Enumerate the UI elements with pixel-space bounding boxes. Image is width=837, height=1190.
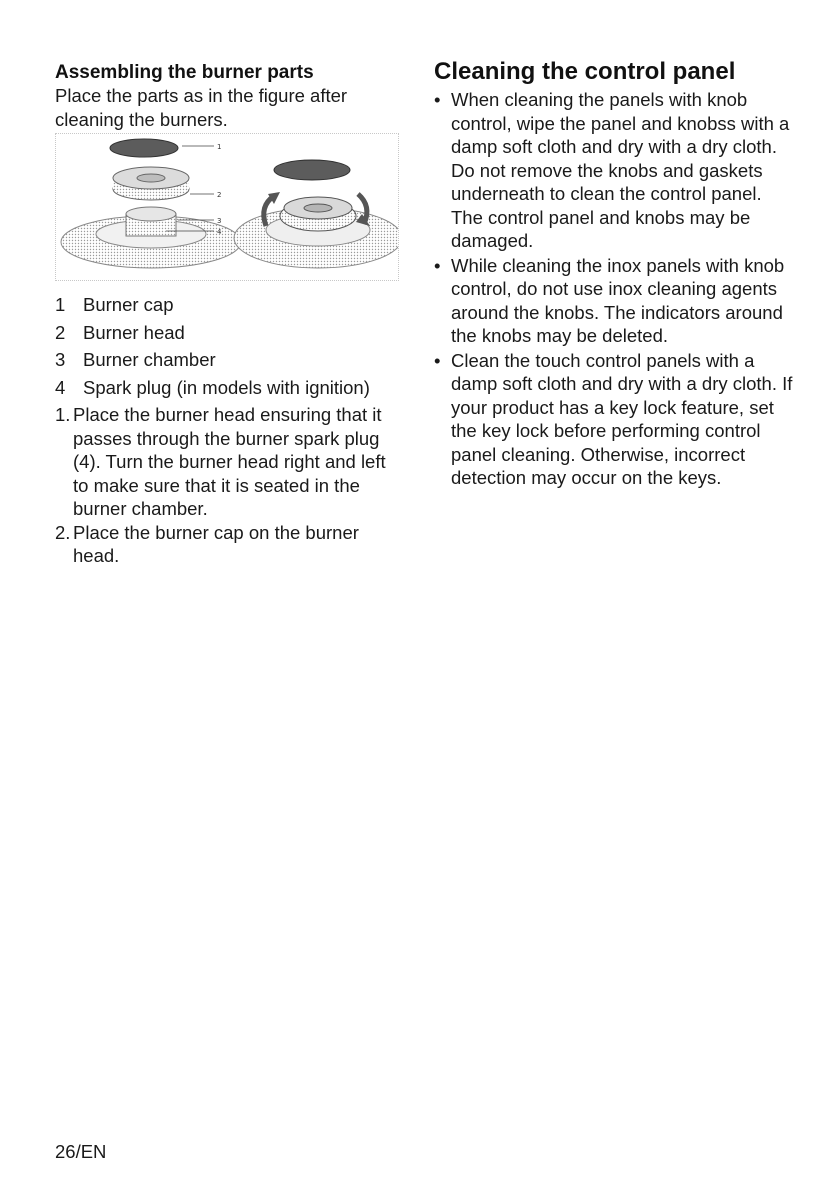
step-text: Place the burner head ensuring that it passes through the burner spark plug (4). Turn the burner head right and left to make sure that it is seated in the burner chamber. [73, 404, 386, 519]
step-number: 1. [55, 404, 71, 425]
bullet-text: Clean the touch control panels with a damp soft cloth and dry with a dry cloth. If your product has a key lock feature, set the key lock before performing control panel cleaning. Otherwise, incorrect detection may occur on the keys. [451, 349, 793, 488]
callout-2: 2 [217, 191, 222, 199]
legend-text: Burner head [83, 321, 185, 343]
legend-item [55, 346, 405, 374]
burner-illustration [56, 134, 398, 280]
bullet-icon: • [434, 254, 441, 276]
legend-number: 4 [55, 376, 66, 398]
legend-number: 1 [55, 294, 66, 315]
legend-text: Burner chamber [83, 349, 216, 370]
bullet-text: When cleaning the panels with knob control, wipe the panel and knobss with a damp soft cloth and dry with a dry cloth. Do not remove the knobs and gaskets underneath to clean the control panel. The control panel and knobs may be damaged. [451, 89, 790, 251]
legend-text: Burner cap [83, 294, 174, 315]
step-number: 2. [55, 521, 71, 543]
callout-4: 4 [217, 228, 222, 236]
right-column [434, 58, 794, 491]
step-item [55, 521, 405, 568]
legend-item [55, 291, 405, 319]
bullet-item [434, 88, 794, 253]
legend-item [55, 374, 405, 402]
bullet-icon: • [434, 89, 441, 110]
step-item [55, 403, 405, 521]
bullet-item [434, 349, 794, 490]
parts-legend [55, 291, 405, 401]
assembling-intro: Place the parts as in the figure after cleaning the burners. [55, 85, 348, 130]
burner-assembly-figure [55, 133, 399, 281]
legend-item [55, 319, 405, 347]
legend-text: Spark plug (in models with ignition) [83, 376, 370, 398]
callout-1: 1 [217, 143, 222, 151]
assembling-heading: Assembling the burner parts [55, 62, 314, 83]
legend-number: 3 [55, 349, 66, 370]
control-panel-heading: Cleaning the control panel [434, 58, 736, 85]
callout-3: 3 [217, 217, 222, 225]
bullet-icon: • [434, 349, 441, 371]
left-burner-cap [110, 139, 178, 157]
page-number: 26/EN [55, 1141, 107, 1162]
bullet-text: While cleaning the inox panels with knob control, do not use inox cleaning agents around the knobs. The indicators around the knobs may be deleted. [451, 254, 785, 346]
step-text: Place the burner cap on the burner head. [73, 521, 359, 566]
bullet-item [434, 254, 794, 348]
assembly-steps [55, 403, 405, 568]
right-burner-cap [274, 160, 350, 180]
legend-number: 2 [55, 321, 66, 343]
cleaning-bullets [434, 88, 794, 490]
left-column [55, 62, 405, 568]
